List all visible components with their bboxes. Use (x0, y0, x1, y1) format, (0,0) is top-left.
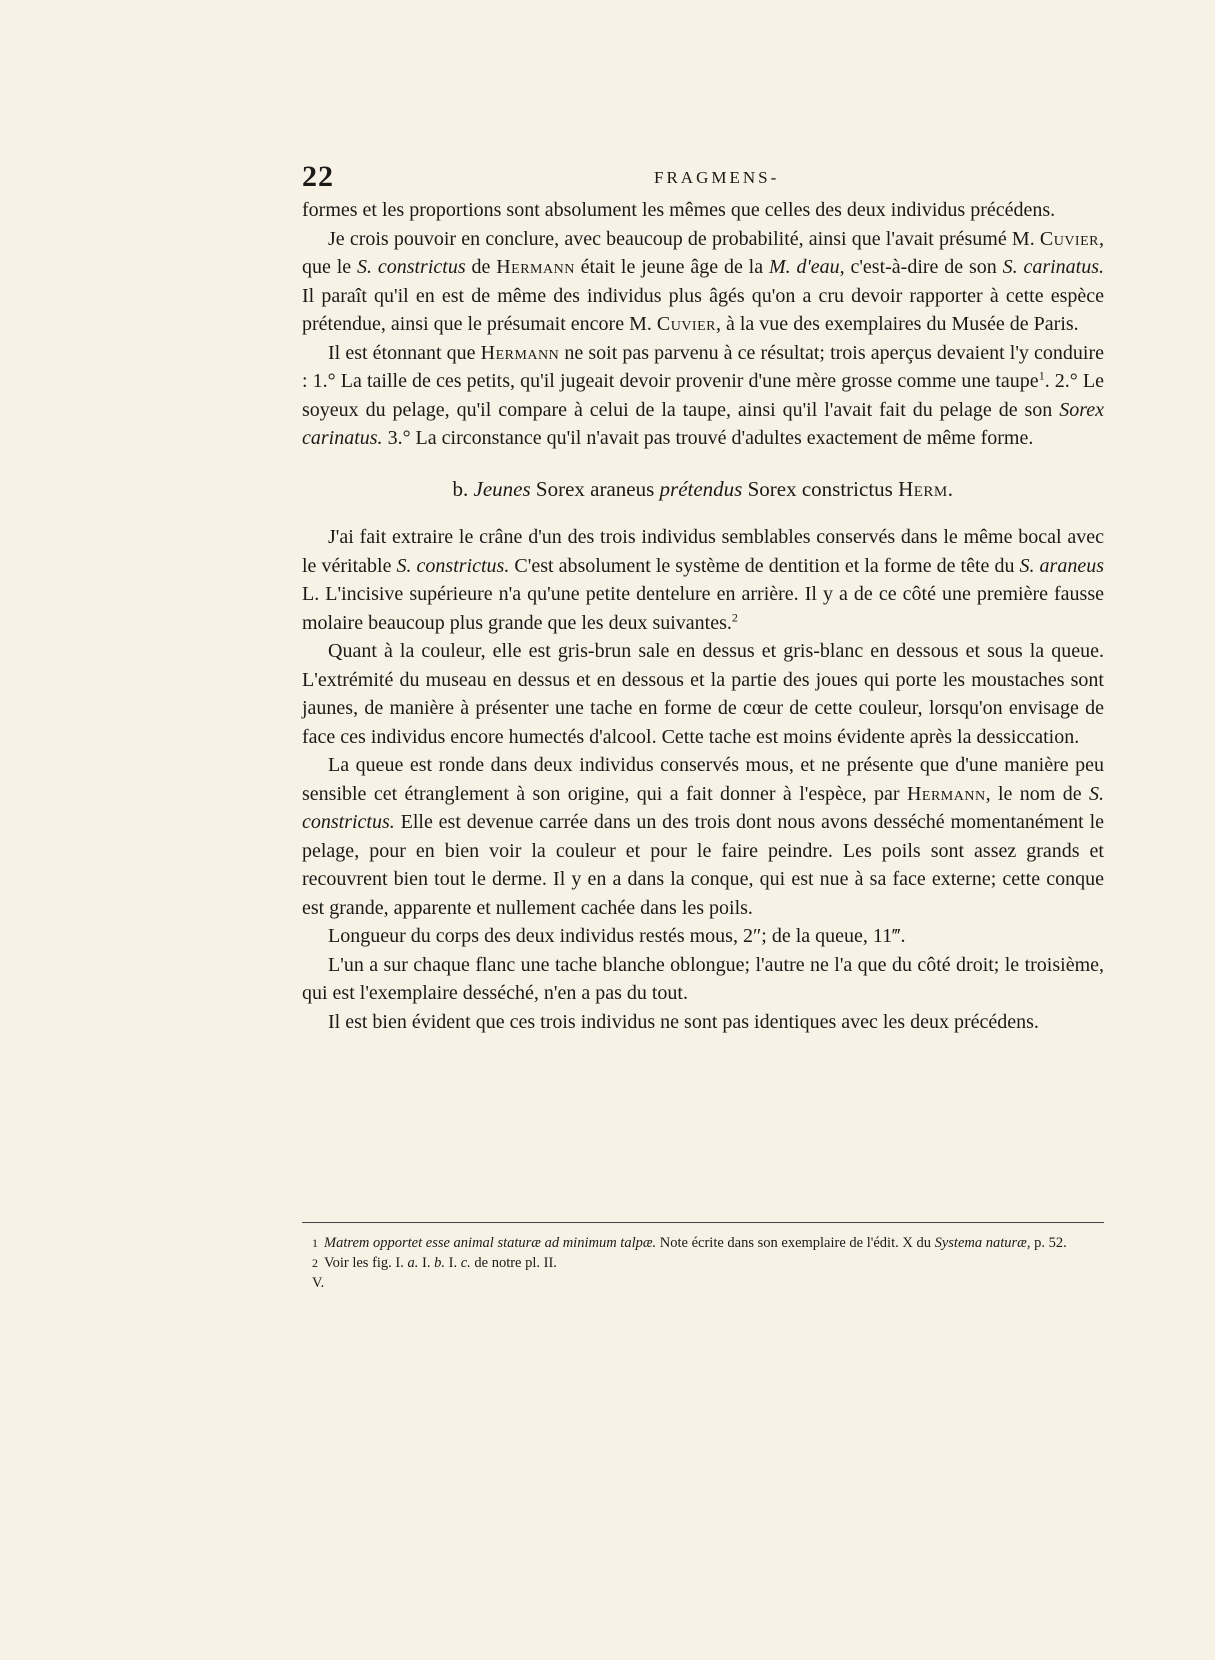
footnote-2-continuation: V. (312, 1275, 325, 1291)
paragraph-2: Je crois pouvoir en conclure, avec beaucoup de probabilité, ainsi que l'avait présumé M. Cuvier, que le S. constrictus de Hermann était le jeune âge de la M. d'eau, c'est-à-dire de son S. carinatus. Il paraît qu'il en est de même des individus plus âgés qu'on a cru devoir rapporter à cette espèce prétendue, ainsi que le présumait encore M. Cuvier, à la vue des exemplaires du Musée de Paris. (302, 227, 1105, 335)
paragraph-9: Il est bien évident que ces trois individus ne sont pas identiques avec les deux précédens. (328, 1010, 1039, 1033)
footnote-2: 2 Voir les fig. I. a. I. b. I. c. de notre pl. II. (312, 1255, 557, 1271)
author-name: Cuvier (656, 313, 716, 335)
species-name: S. constrictus. (302, 782, 1105, 833)
species-name: S. constrictus. (396, 554, 510, 577)
paragraph-8: L'un a sur chaque flanc une tache blanche oblongue; l'autre ne l'a que du côté droit; le troisième, qui est l'exemplaire desséché, n'en a pas du tout. (302, 953, 1104, 1004)
page-number: 22 (302, 160, 334, 193)
paragraph-1: formes et les proportions sont absolument les mêmes que celles des deux individus précédens. (302, 199, 1056, 221)
footnote-ref: 2 (731, 609, 738, 624)
species-name: S. carinatus. (1002, 256, 1105, 278)
author-name: Hermann (480, 341, 560, 364)
author-name: Hermann (906, 782, 986, 805)
footnotes (302, 1222, 1104, 1293)
species-name: M. d'eau (768, 256, 840, 278)
paragraph-4: J'ai fait extraire le crâne d'un des trois individus semblables conservés dans le même bocal avec le véritable S. constrictus. C'est absolument le système de dentition et la forme de tête du S. araneus L. L'incisive supérieure n'a qu'une petite dentelure en arrière. Il y a de ce côté une première fausse molaire beaucoup plus grande que les deux suivantes.$^2$ (302, 526, 1104, 634)
paragraph-3: Il est étonnant que Hermann ne soit pas parvenu à ce résultat; trois aperçus devaient l'y conduire : 1.° La taille de ces petits, qu'il jugeait devoir provenir d'une mère grosse comme une taupe$^1$. 2.° Le soyeux du pelage, qu'il compare à celui de la taupe, ainsi qu'il l'avait fait du pelage de son Sorex carinatus. 3.° La circonstance qu'il n'avait pas trouvé d'adultes exactement de même forme. (302, 341, 1105, 449)
body-text (302, 196, 1104, 1036)
footnote-1: 1 Matrem opportet esse animal staturæ ad minimum talpæ. Note écrite dans son exemplaire de l'édit. X du Systema naturæ, p. 52. (312, 1235, 1067, 1251)
section-heading: b. Jeunes Sorex araneus prétendus Sorex constrictus Herm. (452, 476, 954, 501)
page-header (302, 160, 1102, 194)
paragraph-5: Quant à la couleur, elle est gris-brun sale en dessus et gris-blanc en dessous et sous la queue. L'extrémité du museau en dessus et en dessous et la partie des joues qui porte les moustaches sont jaunes, de manière à présenter une tache en forme de cœur de cette couleur, lorsqu'on envisage de face ces individus encore humectés d'alcool. Cette tache est moins évidente après la dessiccation. (302, 640, 1104, 748)
paragraph-6: La queue est ronde dans deux individus conservés mous, et ne présente que d'une manière peu sensible cet étranglement à son origine, qui a fait donner à l'espèce, par Hermann, le nom de S. constrictus. Elle est devenue carrée dans un des trois dont nous avons desséché momentanément le pelage, pour en bien voir la couleur et pour le faire peindre. Les poils sont assez grands et recouvrent bien tout le derme. Il y en a dans la conque, qui est nue à sa face externe; cette conque est grande, apparente et nullement cachée dans les poils. (302, 754, 1105, 919)
author-name: Hermann (496, 256, 575, 278)
footnote-ref: 1 (1038, 368, 1045, 383)
species-name: Sorex carinatus. (302, 398, 1105, 449)
paragraph-7: Longueur du corps des deux individus restés mous, 2″; de la queue, 11‴. (328, 925, 906, 947)
species-name: S. constrictus (357, 256, 466, 278)
author-name: Cuvier (1039, 227, 1099, 250)
running-head: FRAGMENS- (654, 168, 780, 187)
species-name: S. araneus (1019, 554, 1104, 577)
